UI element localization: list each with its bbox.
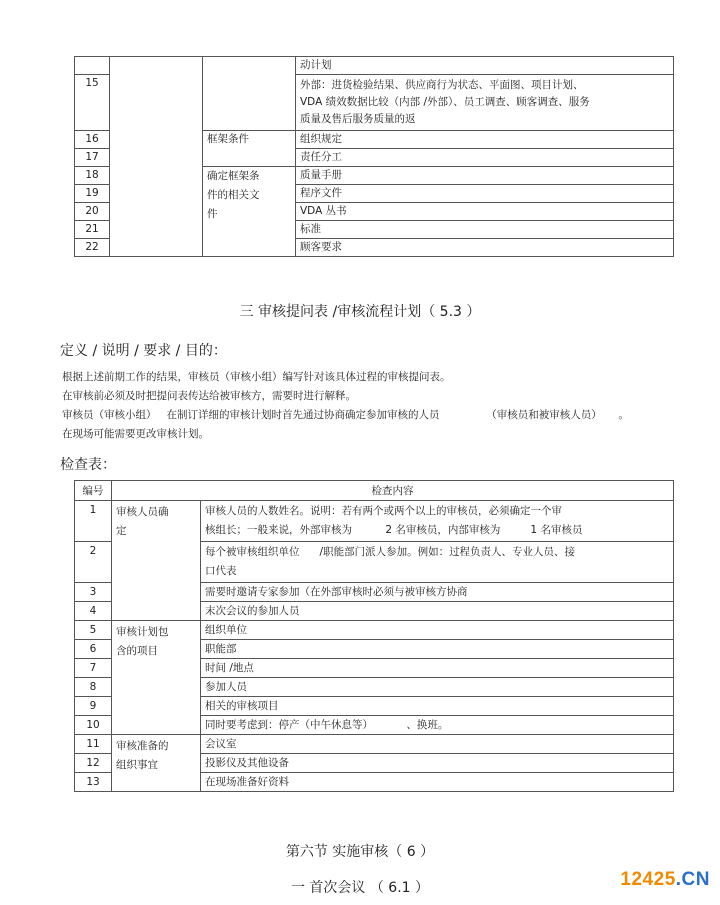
row-number: 11 bbox=[75, 735, 112, 754]
content-cell: 在现场准备好资料 bbox=[201, 773, 674, 792]
category-cell: 审核计划包 含的项目 bbox=[112, 621, 201, 735]
header-number: 编号 bbox=[75, 481, 112, 501]
row-number: 20 bbox=[75, 203, 110, 221]
content-cell: 末次会议的参加人员 bbox=[201, 602, 674, 621]
definition-heading: 定义 / 说明 / 要求 / 目的： bbox=[60, 343, 227, 359]
content-cell: 参加人员 bbox=[201, 678, 674, 697]
table-cell: 责任分工 bbox=[296, 149, 674, 167]
watermark-part-2: .CN bbox=[675, 869, 710, 890]
table-row bbox=[75, 621, 674, 640]
row-number: 10 bbox=[75, 716, 112, 735]
table-row bbox=[75, 57, 674, 75]
row-number: 5 bbox=[75, 621, 112, 640]
row-number: 9 bbox=[75, 697, 112, 716]
row-number: 12 bbox=[75, 754, 112, 773]
empty-cell bbox=[110, 57, 203, 257]
table-cell: 外部：进货检验结果、供应商行为状态、平面图、项目计划、 VDA 绩效数据比较（内部 /外部）、员工调查、顾客调查、服务 质量及售后服务质量的返 bbox=[296, 75, 674, 131]
header-row bbox=[75, 481, 674, 501]
paragraph: 审核员（审核小组） 在制订详细的审核计划时首先通过协商确定参加审核的人员 （审核员和被审核人员） 。 bbox=[62, 409, 629, 421]
table-row bbox=[75, 735, 674, 754]
paragraph: 在审核前必须及时把提问表传达给被审核方，需要时进行解释。 bbox=[62, 390, 356, 402]
row-number: 8 bbox=[75, 678, 112, 697]
content-cell: 审核人员的人数姓名。说明：若有两个或两个以上的审核员，必须确定一个审 核组长；一般来说，外部审核为 2 名审核员，内部审核为 1 名审核员 bbox=[201, 501, 674, 542]
table-cell: 质量手册 bbox=[296, 167, 674, 185]
table-row bbox=[75, 501, 674, 542]
row-number: 4 bbox=[75, 602, 112, 621]
content-cell: 需要时邀请专家参加（在外部审核时必须与被审核方协商 bbox=[201, 583, 674, 602]
section-title: 第六节 实施审核（ 6 ） bbox=[285, 844, 435, 860]
category-cell: 确定框架条 件的相关文 件 bbox=[203, 167, 296, 257]
table-cell: 组织规定 bbox=[296, 131, 674, 149]
checklist-heading: 检查表： bbox=[60, 457, 116, 473]
table-cell: 程序文件 bbox=[296, 185, 674, 203]
checklist-table bbox=[74, 480, 674, 792]
content-cell: 时间 /地点 bbox=[201, 659, 674, 678]
row-number: 2 bbox=[75, 542, 112, 583]
row-number: 17 bbox=[75, 149, 110, 167]
row-number: 13 bbox=[75, 773, 112, 792]
content-cell: 职能部 bbox=[201, 640, 674, 659]
row-number: 19 bbox=[75, 185, 110, 203]
content-cell: 组织单位 bbox=[201, 621, 674, 640]
category-cell: 审核人员确 定 bbox=[112, 501, 201, 621]
row-number: 22 bbox=[75, 239, 110, 257]
category-cell: 框架条件 bbox=[203, 131, 296, 167]
table-cell: VDA 丛书 bbox=[296, 203, 674, 221]
row-number: 7 bbox=[75, 659, 112, 678]
content-cell: 同时要考虑到：停产（中午休息等） 、换班。 bbox=[201, 716, 674, 735]
row-number bbox=[75, 57, 110, 75]
row-number: 21 bbox=[75, 221, 110, 239]
row-number: 3 bbox=[75, 583, 112, 602]
content-cell: 会议室 bbox=[201, 735, 674, 754]
paragraph: 根据上述前期工作的结果，审核员（审核小组）编写针对该具体过程的审核提问表。 bbox=[62, 371, 451, 383]
row-number: 16 bbox=[75, 131, 110, 149]
content-cell: 投影仪及其他设备 bbox=[201, 754, 674, 773]
category-cell: 审核准备的 组织事宜 bbox=[112, 735, 201, 792]
table-cell: 标准 bbox=[296, 221, 674, 239]
empty-cell bbox=[203, 57, 296, 131]
header-content: 检查内容 bbox=[112, 481, 674, 501]
top-table bbox=[74, 56, 674, 257]
table-cell: 动计划 bbox=[296, 57, 674, 75]
paragraph-block bbox=[62, 368, 629, 444]
row-number: 6 bbox=[75, 640, 112, 659]
watermark-logo bbox=[620, 869, 710, 891]
row-number: 18 bbox=[75, 167, 110, 185]
content-cell: 每个被审核组织单位 /职能部门派人参加。例如：过程负责人、专业人员、接 口代表 bbox=[201, 542, 674, 583]
content-cell: 相关的审核项目 bbox=[201, 697, 674, 716]
table-cell: 顾客要求 bbox=[296, 239, 674, 257]
row-number: 15 bbox=[75, 75, 110, 131]
watermark-part-1: 12425 bbox=[620, 869, 676, 890]
subsection-title: 一 首次会议 （ 6.1 ） bbox=[290, 880, 430, 896]
section-title: 三 审核提问表 /审核流程计划（ 5.3 ） bbox=[239, 304, 481, 320]
paragraph: 在现场可能需要更改审核计划。 bbox=[62, 428, 209, 440]
row-number: 1 bbox=[75, 501, 112, 542]
